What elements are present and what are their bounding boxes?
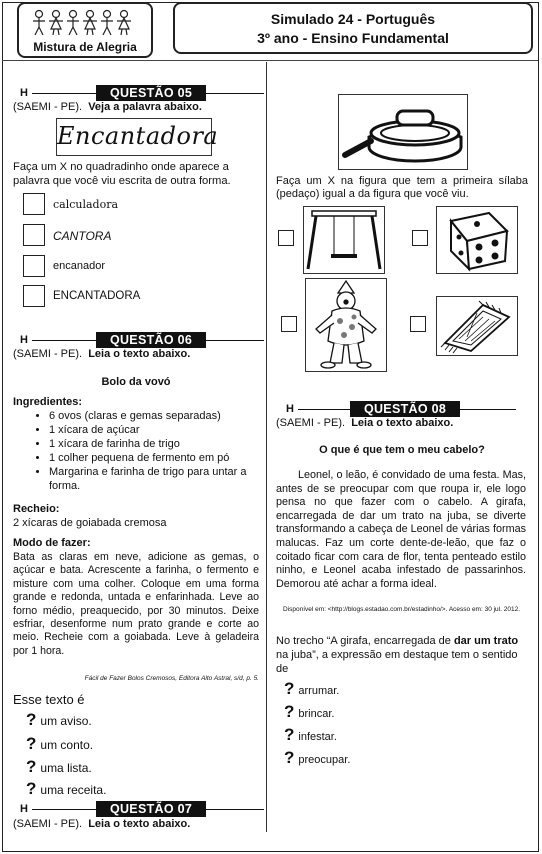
- q06-source: (SAEMI - PE).: [13, 348, 83, 360]
- column-divider: [266, 62, 267, 832]
- dice-picture-box: [436, 206, 518, 274]
- q07-dash-right: [206, 809, 264, 810]
- q08-option-1: arrumar.: [298, 685, 340, 697]
- method-text: Bata as claras em neve, adicione as gemas, o açúcar e bata. Acrescente a farinha, o fermento e misture com uma colher. Coloque em uma forma grande e redonda, untada e enfarinhada. Leve ao forno médio, preaquecido, por 30 minutos. Deixe esfriar, desenforme num prato grande e corte ao meio. Recheie com a goiabada. Leve à geladeira por 1 hora.: [13, 551, 259, 657]
- kids-logo-icon: [29, 9, 141, 37]
- title-box: [173, 2, 533, 54]
- dice-icon: [437, 207, 517, 273]
- q08-citation: Disponível em: <http://blogs.estadao.com.br/estadinho/>. Acesso em: 30 jul. 2012.: [282, 606, 520, 613]
- q07-badge: QUESTÃO 07: [96, 801, 206, 817]
- q06-h-label: H: [20, 334, 28, 346]
- q06-dash-right: [206, 340, 264, 341]
- question-08-header: [286, 401, 516, 417]
- q06-citation: Fácil de Fazer Bolos Cremosos, Editora Alto Astral, s/d, p. 5.: [84, 675, 259, 682]
- filling-text: 2 xícaras de goiabada cremosa: [13, 517, 167, 529]
- answer-marker-icon: ?: [26, 710, 37, 729]
- rug-picture-box: [436, 296, 518, 356]
- q08-option-3-row[interactable]: [284, 725, 337, 745]
- q06-badge: QUESTÃO 06: [96, 332, 206, 348]
- ingredient-item: • 1 colher pequena de fermento em pó: [49, 451, 263, 465]
- q06-option-3-row[interactable]: [26, 757, 92, 777]
- q05-badge: QUESTÃO 05: [96, 85, 206, 101]
- q06-option-3: uma lista.: [40, 761, 92, 775]
- answer-marker-icon: ?: [26, 779, 37, 798]
- q06-option-2-row[interactable]: [26, 734, 93, 754]
- q05-option-1-checkbox[interactable]: [23, 193, 45, 215]
- q08-option-3: infestar.: [298, 731, 337, 743]
- clown-icon: [306, 279, 386, 371]
- header-divider: [2, 60, 538, 61]
- rug-checkbox[interactable]: [410, 316, 426, 332]
- q05-option-2: CANTORA: [53, 229, 112, 243]
- q08-source-line: [276, 417, 453, 429]
- q06-dash-left: [32, 340, 96, 341]
- q05-option-4: ENCANTADORA: [53, 290, 141, 302]
- swing-picture-box: [303, 206, 385, 274]
- answer-marker-icon: ?: [284, 679, 295, 698]
- q08-question-pre: No trecho “A girafa, encarregada de: [276, 635, 454, 647]
- q08-dash-left: [298, 409, 350, 410]
- q05-option-3: encanador: [53, 260, 105, 272]
- title-line-2: 3º ano - Ensino Fundamental: [257, 30, 449, 46]
- q08-option-2-row[interactable]: [284, 702, 334, 722]
- cursive-word-box: [56, 118, 219, 156]
- q06-source-line: [13, 348, 190, 360]
- title-line-1: Simulado 24 - Português: [270, 11, 436, 27]
- q05-source-line: [13, 101, 202, 113]
- ingredient-item: • 1 xícara de açúcar: [49, 423, 263, 437]
- q05-prompt: Faça um X no quadradinho onde aparece a palavra que você viu escrita de outra forma.: [13, 161, 231, 188]
- pan-picture-box: [338, 94, 468, 170]
- clown-picture-box: [305, 278, 387, 372]
- q07-source: (SAEMI - PE).: [13, 818, 83, 830]
- ingredient-item: • 1 xícara de farinha de trigo: [49, 437, 263, 451]
- clown-checkbox[interactable]: [281, 316, 297, 332]
- answer-marker-icon: ?: [26, 757, 37, 776]
- q08-text-title: O que é que tem o meu cabelo?: [319, 444, 485, 456]
- question-07-header: [20, 801, 264, 817]
- rug-icon: [437, 297, 517, 355]
- answer-marker-icon: ?: [284, 748, 295, 767]
- answer-marker-icon: ?: [284, 725, 295, 744]
- q05-option-1: calculadora: [53, 198, 119, 211]
- question-06-header: [20, 332, 264, 348]
- q07-instruction: Leia o texto abaixo.: [88, 818, 191, 830]
- q06-question: Esse texto é: [13, 692, 85, 707]
- q08-option-4-row[interactable]: [284, 748, 350, 768]
- q07-source-line: [13, 818, 190, 830]
- q05-dash-right: [206, 93, 264, 94]
- q08-h-label: H: [286, 403, 294, 415]
- q07-dash-left: [32, 809, 96, 810]
- cursive-word: Encantadora: [57, 122, 219, 150]
- answer-marker-icon: ?: [26, 734, 37, 753]
- q06-option-4: uma receita.: [40, 783, 107, 797]
- q08-option-1-row[interactable]: [284, 679, 339, 699]
- frying-pan-icon: [339, 95, 467, 169]
- q06-option-4-row[interactable]: [26, 779, 106, 799]
- logo: [17, 2, 153, 58]
- q06-option-1: um aviso.: [40, 714, 92, 728]
- q08-question-post: na juba”, a expressão em destaque tem o sentido de: [276, 649, 518, 675]
- question-05-header: [20, 85, 264, 101]
- q08-dash-right: [460, 409, 516, 410]
- answer-marker-icon: ?: [284, 702, 295, 721]
- picture-question-prompt: Faça um X na figura que tem a primeira sílaba (pedaço) igual a da figura que você viu.: [276, 175, 528, 201]
- q05-source: (SAEMI - PE).: [13, 101, 83, 113]
- q08-question: [276, 634, 526, 676]
- method-label: Modo de fazer:: [13, 537, 91, 549]
- ingredient-item: • Margarina e farinha de trigo para untar a forma.: [49, 465, 263, 493]
- ingredients-list: [13, 409, 263, 493]
- q08-question-highlight: dar um trato: [453, 635, 519, 647]
- q05-h-label: H: [20, 87, 28, 99]
- q05-instruction: Veja a palavra abaixo.: [88, 101, 202, 113]
- logo-text: Mistura de Alegria: [33, 40, 137, 54]
- ingredients-label: Ingredientes:: [13, 396, 83, 408]
- swing-icon: [304, 207, 384, 273]
- q08-badge: QUESTÃO 08: [350, 401, 460, 417]
- q06-option-1-row[interactable]: [26, 710, 92, 730]
- q05-dash-left: [32, 93, 96, 94]
- q06-option-2: um conto.: [40, 738, 94, 752]
- recipe-title: Bolo da vovó: [101, 376, 171, 388]
- q06-instruction: Leia o texto abaixo.: [88, 348, 191, 360]
- ingredient-item: • 6 ovos (claras e gemas separadas): [49, 409, 263, 423]
- q05-option-2-checkbox[interactable]: [23, 224, 45, 246]
- ingredients-list-container: [13, 409, 263, 493]
- q08-text: Leonel, o leão, é convidado de uma festa. Mas, antes de se preocupar com que roupa ir, ele logo pensa no que fazer com o cabelo. A girafa, encarregada de dar um trato na juba, se diverte transformando a cabeça de Leonel de várias formas malucas. Faz um corte dente-de-leão, que faz o coitado ficar com cara de flor, tenta penteado estilo ninho, e Leonel acaba infestado de passarinhos. Demorou até achar a forma ideal.: [276, 469, 526, 590]
- q05-option-3-checkbox[interactable]: [23, 255, 45, 277]
- q08-option-2: brincar.: [298, 708, 335, 720]
- dice-checkbox[interactable]: [412, 230, 428, 246]
- swing-checkbox[interactable]: [278, 230, 294, 246]
- q08-instruction: Leia o texto abaixo.: [351, 417, 454, 429]
- q08-option-4: preocupar.: [298, 754, 351, 766]
- filling-label: Recheio:: [13, 503, 60, 515]
- q05-option-4-checkbox[interactable]: [23, 285, 45, 307]
- q07-h-label: H: [20, 803, 28, 815]
- q08-source: (SAEMI - PE).: [276, 417, 346, 429]
